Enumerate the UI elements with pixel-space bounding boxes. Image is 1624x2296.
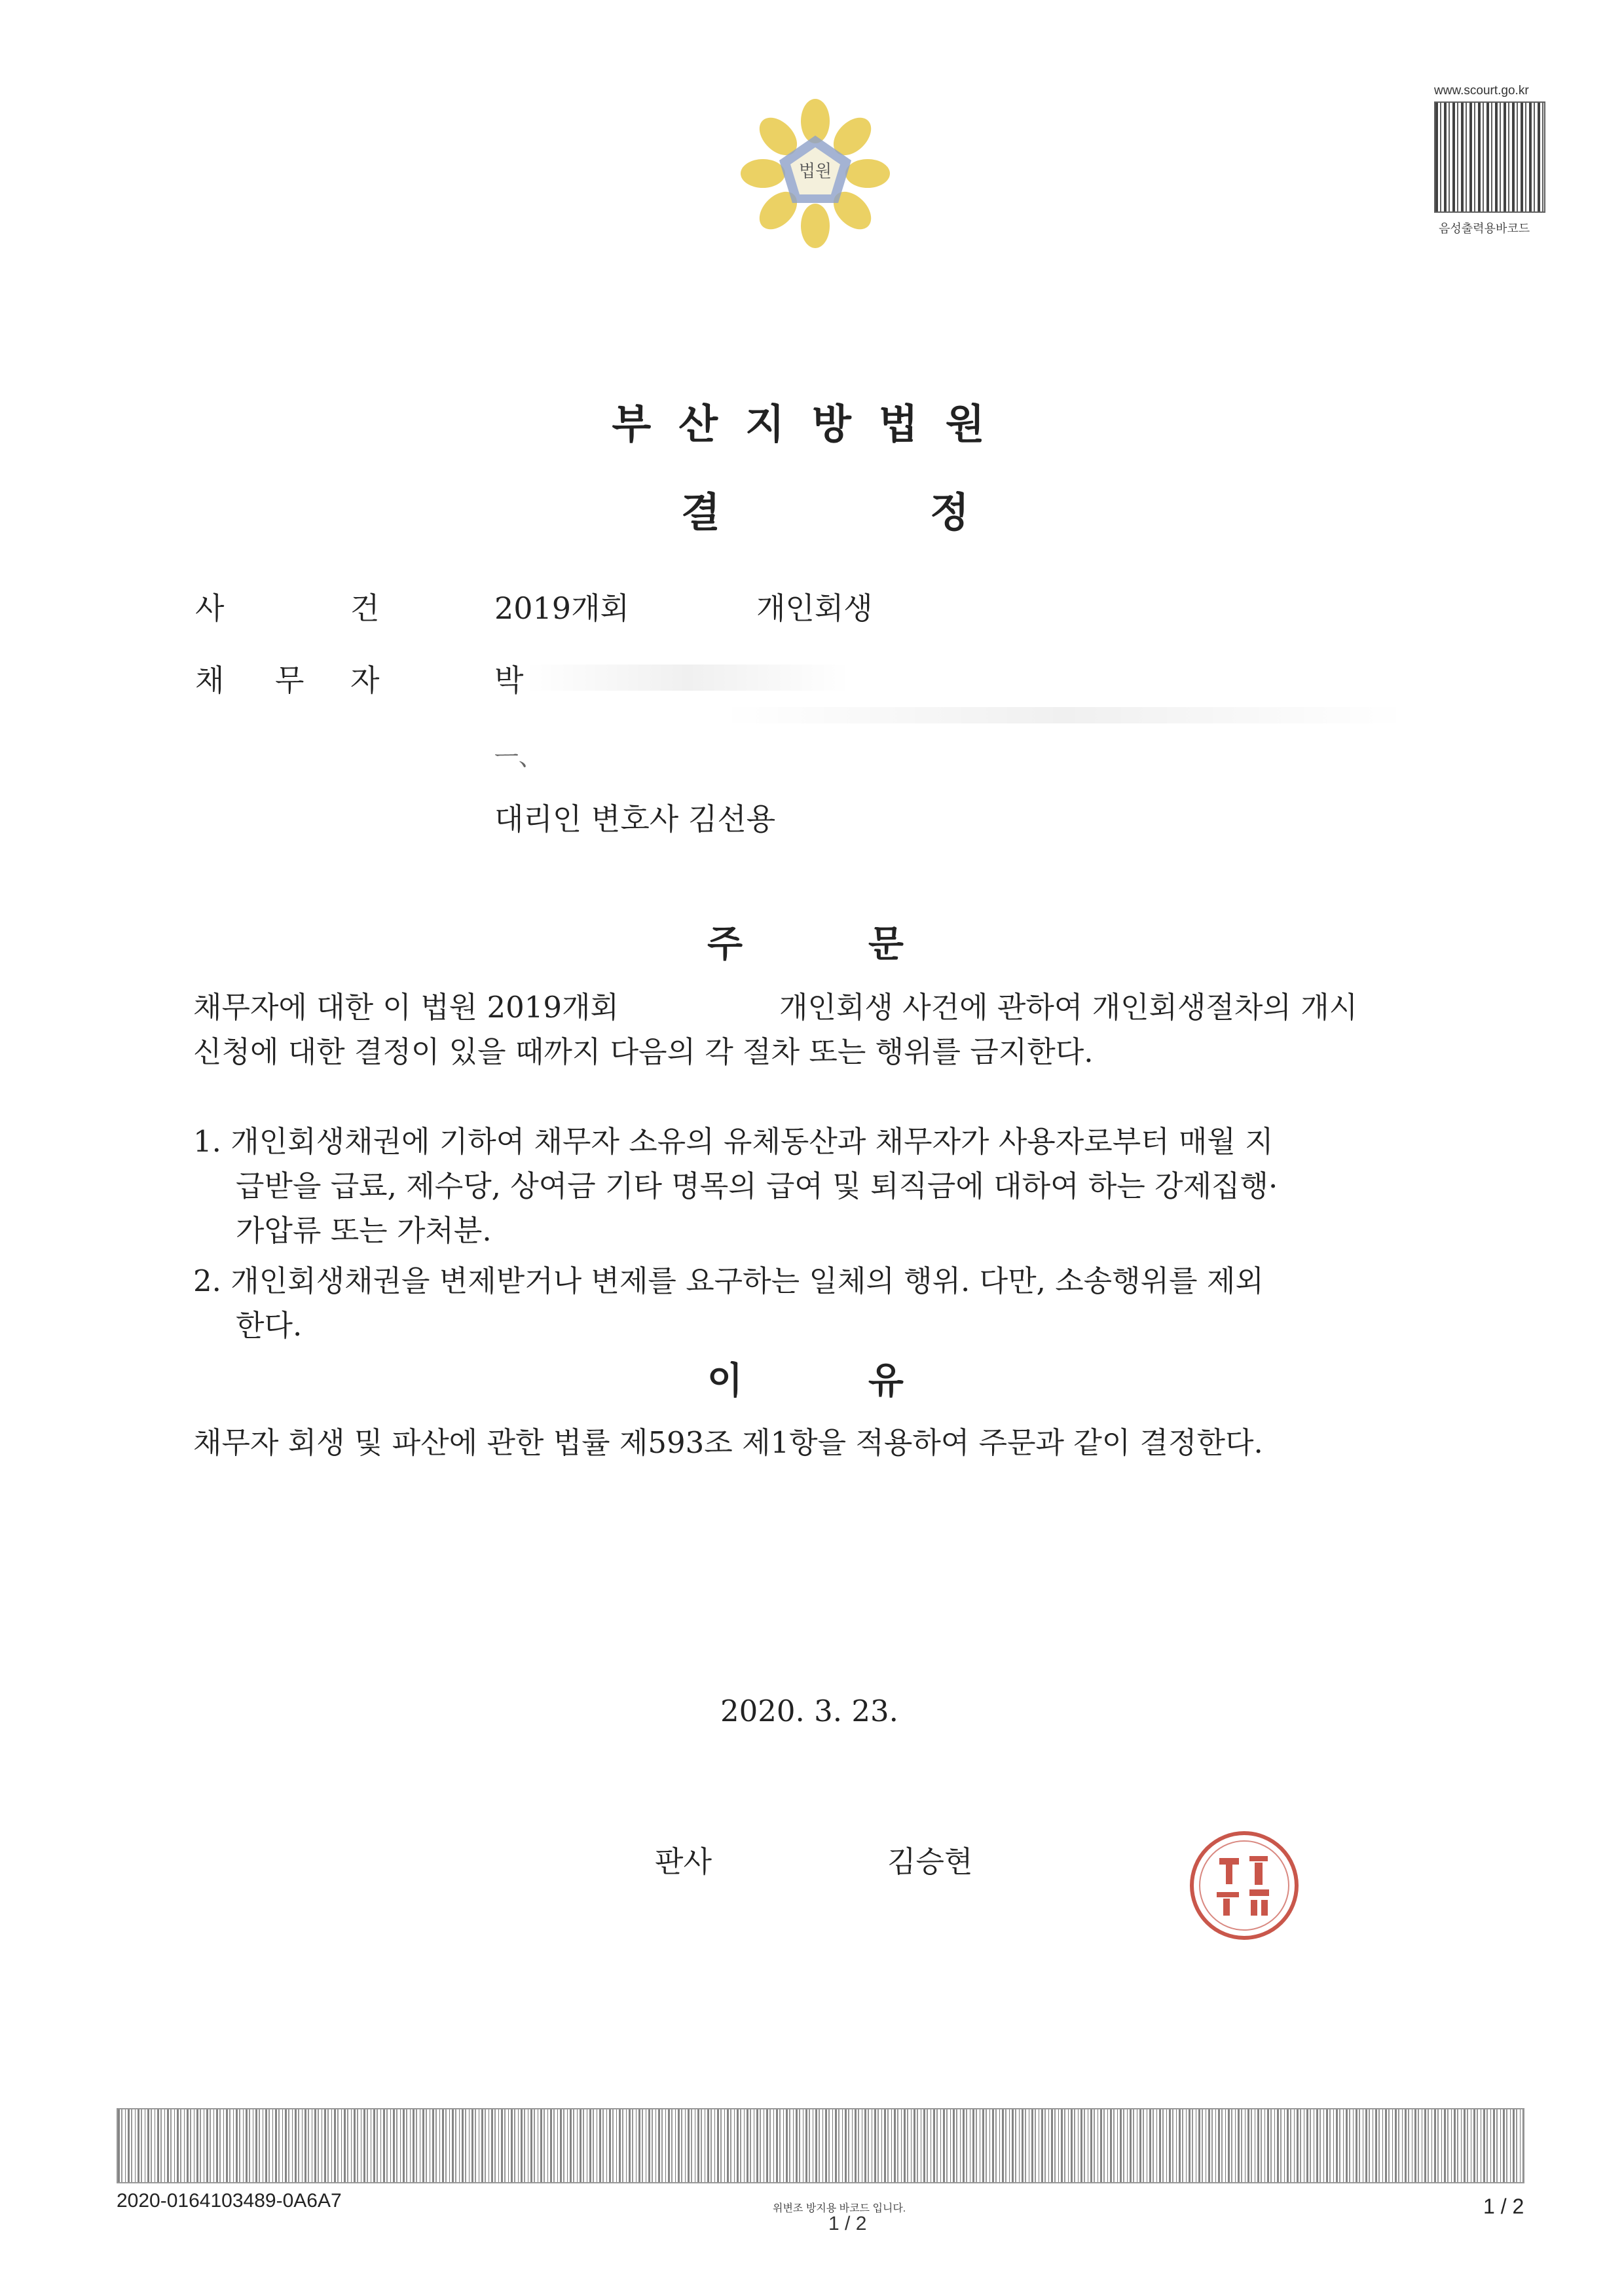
debtor-label-3: 자 <box>350 663 380 698</box>
barcode-note: 위변조 방지용 바코드 입니다. <box>773 2203 906 2214</box>
order-item-1-line-2: 급받을 급료, 제수당, 상여금 기타 명목의 급여 및 퇴직금에 대하여 하는 강제집행· <box>236 1169 1278 1203</box>
page-number-center: 1 / 2 <box>828 2213 867 2234</box>
debtor-label-1: 채 <box>195 663 225 698</box>
order-heading-left: 주 <box>707 923 743 966</box>
case-label: 사 <box>195 591 225 626</box>
doc-type-left: 결 <box>681 488 720 536</box>
case-number: 2019개회 <box>494 591 629 626</box>
order-intro-2: 신청에 대한 결정이 있을 때까지 다음의 각 절차 또는 행위를 금지한다. <box>193 1034 1094 1069</box>
case-name: 개인회생 <box>756 591 873 626</box>
order-intro-1b: 개인회생 사건에 관하여 개인회생절차의 개시 <box>779 990 1358 1025</box>
court-emblem-icon <box>737 95 894 252</box>
qr-code <box>1434 101 1545 213</box>
case-label-2: 건 <box>350 591 380 626</box>
anti-forgery-barcode <box>117 2108 1524 2183</box>
qr-url: www.scourt.go.kr <box>1434 84 1529 98</box>
reason-heading-right: 유 <box>868 1360 904 1402</box>
qr-caption: 음성출력용바코드 <box>1439 222 1530 235</box>
reason-heading <box>707 1352 904 1404</box>
debtor-label-2: 무 <box>275 663 304 698</box>
decision-date: 2020. 3. 23. <box>720 1694 898 1728</box>
redacted-name <box>524 665 851 691</box>
debtor-name: 박 <box>494 663 524 698</box>
order-heading <box>707 915 904 968</box>
order-item-2-line-2: 한다. <box>236 1308 303 1343</box>
legal-agent: 대리인 변호사 김선용 <box>494 801 776 837</box>
redacted-address <box>720 707 1408 723</box>
order-item-1-line-3: 가압류 또는 가처분. <box>236 1213 492 1248</box>
reason-heading-left: 이 <box>707 1360 743 1402</box>
court-name: 부산지방법원 <box>612 400 1012 448</box>
document-id: 2020-0164103489-0A6A7 <box>117 2190 342 2212</box>
order-item-1-line-1: 1. 개인회생채권에 기하여 채무자 소유의 유체동산과 채무자가 사용자로부터 매월 지 <box>193 1124 1274 1159</box>
order-item-2-line-1: 2. 개인회생채권을 변제받거나 변제를 요구하는 일체의 행위. 다만, 소송행위를 제외 <box>193 1264 1264 1298</box>
svg-text:법원: 법원 <box>798 162 832 181</box>
document-type <box>681 480 969 538</box>
judge-name: 김승현 <box>887 1844 973 1879</box>
order-heading-right: 문 <box>868 923 904 966</box>
address-fragment: ㅡ、 <box>494 742 544 771</box>
judge-title: 판사 <box>655 1844 712 1879</box>
order-intro-1a: 채무자에 대한 이 법원 2019개회 <box>193 990 619 1025</box>
judge-seal-icon <box>1185 1827 1303 1944</box>
doc-type-right: 정 <box>930 488 969 536</box>
reason-text: 채무자 회생 및 파산에 관한 법률 제593조 제1항을 적용하여 주문과 같이 결정한다. <box>193 1425 1263 1460</box>
page-number: 1 / 2 <box>1483 2195 1524 2218</box>
